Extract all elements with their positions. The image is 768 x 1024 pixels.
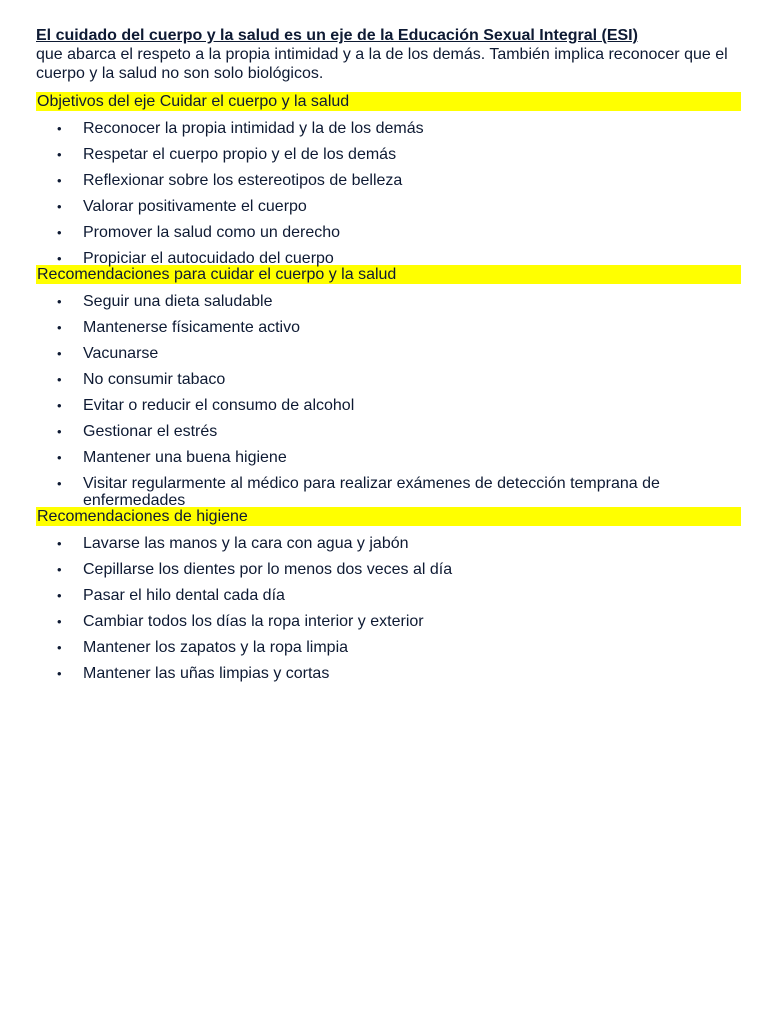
list-item-text: No consumir tabaco bbox=[83, 371, 226, 388]
list-item-text: Evitar o reducir el consumo de alcohol bbox=[83, 397, 355, 414]
bullet-icon: • bbox=[57, 588, 62, 603]
document-title: El cuidado del cuerpo y la salud es un eje de la Educación Sexual Integral (ESI) bbox=[36, 27, 638, 44]
list-item-text: Visitar regularmente al médico para realizar exámenes de detección temprana de enfermedades bbox=[83, 475, 660, 509]
bullet-icon: • bbox=[57, 640, 62, 655]
list-item bbox=[36, 475, 741, 509]
list-item bbox=[36, 561, 741, 578]
bullet-icon: • bbox=[57, 536, 62, 551]
higiene-list bbox=[36, 535, 741, 682]
bullet-icon: • bbox=[57, 121, 62, 136]
bullet-icon: • bbox=[57, 294, 62, 309]
list-item bbox=[36, 120, 741, 137]
bullet-icon: • bbox=[57, 372, 62, 387]
list-item-text: Cepillarse los dientes por lo menos dos veces al día bbox=[83, 561, 453, 578]
list-item-text: Respetar el cuerpo propio y el de los demás bbox=[83, 146, 397, 163]
list-item-text: Pasar el hilo dental cada día bbox=[83, 587, 285, 604]
list-item-text: Gestionar el estrés bbox=[83, 423, 218, 440]
list-item bbox=[36, 172, 741, 189]
list-item bbox=[36, 397, 741, 414]
recomendaciones-cuerpo-list bbox=[36, 293, 741, 509]
list-item bbox=[36, 535, 741, 552]
bullet-icon: • bbox=[57, 173, 62, 188]
bullet-icon: • bbox=[57, 424, 62, 439]
bullet-icon: • bbox=[57, 398, 62, 413]
list-item bbox=[36, 146, 741, 163]
list-item-text: Mantener las uñas limpias y cortas bbox=[83, 665, 330, 682]
list-item-text: Cambiar todos los días la ropa interior y exterior bbox=[83, 613, 424, 630]
list-item bbox=[36, 613, 741, 630]
section-heading-objetivos: Objetivos del eje Cuidar el cuerpo y la salud bbox=[36, 92, 741, 111]
document-page bbox=[36, 26, 741, 682]
bullet-icon: • bbox=[57, 346, 62, 361]
bullet-icon: • bbox=[57, 147, 62, 162]
list-item-text: Mantenerse físicamente activo bbox=[83, 319, 300, 336]
bullet-icon: • bbox=[57, 199, 62, 214]
bullet-icon: • bbox=[57, 614, 62, 629]
bullet-icon: • bbox=[57, 562, 62, 577]
bullet-icon: • bbox=[57, 225, 62, 240]
list-item-text: Lavarse las manos y la cara con agua y jabón bbox=[83, 535, 409, 552]
list-item bbox=[36, 423, 741, 440]
list-item bbox=[36, 449, 741, 466]
list-item bbox=[36, 319, 741, 336]
list-item-text: Propiciar el autocuidado del cuerpo bbox=[83, 250, 334, 267]
list-item bbox=[36, 665, 741, 682]
list-item-text: Reflexionar sobre los estereotipos de belleza bbox=[83, 172, 403, 189]
list-item bbox=[36, 250, 741, 267]
list-item bbox=[36, 639, 741, 656]
list-item-text: Valorar positivamente el cuerpo bbox=[83, 198, 307, 215]
list-item-text: Mantener los zapatos y la ropa limpia bbox=[83, 639, 349, 656]
bullet-icon: • bbox=[57, 450, 62, 465]
list-item-text: Promover la salud como un derecho bbox=[83, 224, 341, 241]
objetivos-list bbox=[36, 120, 741, 267]
list-item bbox=[36, 293, 741, 310]
list-item-text: Mantener una buena higiene bbox=[83, 449, 287, 466]
bullet-icon: • bbox=[57, 666, 62, 681]
list-item bbox=[36, 587, 741, 604]
section-heading-recomendaciones-cuerpo: Recomendaciones para cuidar el cuerpo y la salud bbox=[36, 265, 741, 284]
list-item-text: Seguir una dieta saludable bbox=[83, 293, 273, 310]
list-item-text: Vacunarse bbox=[83, 345, 159, 362]
list-item bbox=[36, 345, 741, 362]
list-item bbox=[36, 198, 741, 215]
bullet-icon: • bbox=[57, 251, 62, 266]
list-item bbox=[36, 224, 741, 241]
list-item bbox=[36, 371, 741, 388]
bullet-icon: • bbox=[57, 320, 62, 335]
list-item-text: Reconocer la propia intimidad y la de los demás bbox=[83, 120, 424, 137]
section-heading-higiene: Recomendaciones de higiene bbox=[36, 507, 741, 526]
intro-paragraph: que abarca el respeto a la propia intimidad y a la de los demás. También implica reconocer que el cuerpo y la salud no son solo biológicos. bbox=[36, 46, 728, 82]
bullet-icon: • bbox=[57, 476, 62, 491]
